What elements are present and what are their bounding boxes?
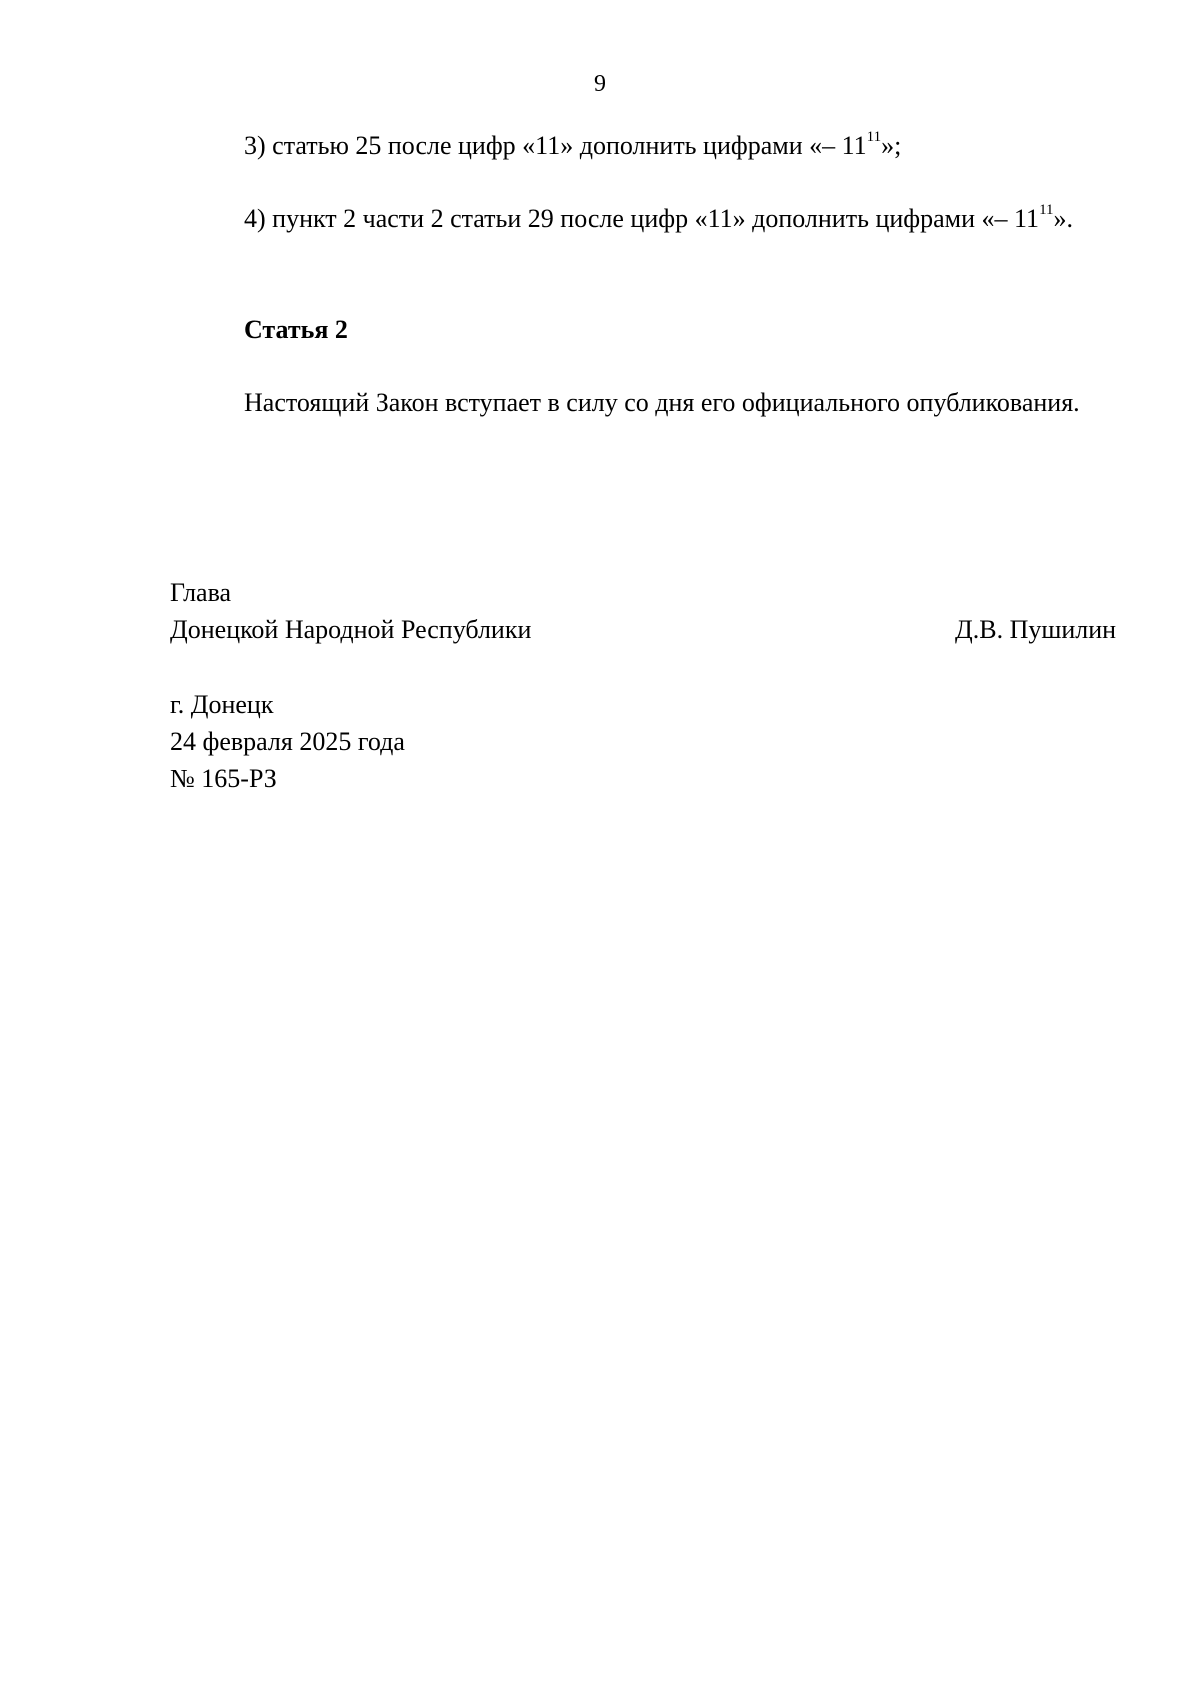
law-number: № 165-РЗ xyxy=(170,764,277,793)
item-3-text: 3) статью 25 после цифр «11» дополнить цифрами «– 11 xyxy=(244,131,867,160)
article-2-heading: Статья 2 xyxy=(244,315,348,344)
item-3-text-end: »; xyxy=(881,131,902,160)
page-number: 9 xyxy=(594,71,606,97)
item-3-superscript: 11 xyxy=(866,129,882,146)
signatory-title: Глава xyxy=(170,578,232,607)
signing-place: г. Донецк xyxy=(170,690,274,719)
signatory-organization: Донецкой Народной Республики xyxy=(170,615,532,644)
item-4-superscript: 11 xyxy=(1039,202,1054,219)
amendment-item-4 xyxy=(170,200,1140,238)
item-4-text-end: ». xyxy=(1053,204,1074,233)
signing-date: 24 февраля 2025 года xyxy=(170,727,405,756)
amendment-item-3 xyxy=(170,128,1140,164)
signatory-name: Д.В. Пушилин xyxy=(955,615,1117,644)
article-2-text: Настоящий Закон вступает в силу со дня его официального опубликования. xyxy=(244,388,1080,417)
item-4-text: 4) пункт 2 части 2 статьи 29 после цифр «11» дополнить цифрами «– 11 xyxy=(244,204,1040,233)
